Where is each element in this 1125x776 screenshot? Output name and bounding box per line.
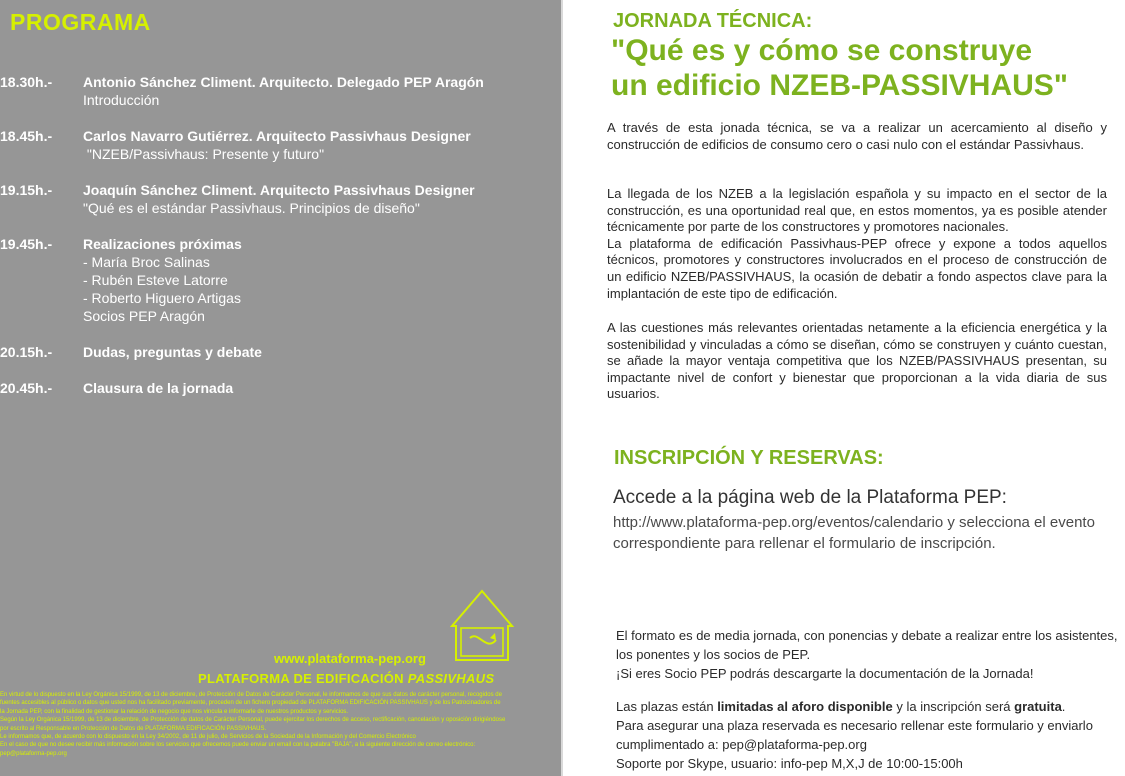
program-item-body — [83, 181, 553, 217]
organization-name — [198, 671, 494, 686]
seating-info — [616, 697, 1121, 773]
program-time: 18.45h.- — [0, 128, 53, 144]
program-time: 20.15h.- — [0, 344, 53, 360]
program-speaker: Carlos Navarro Gutiérrez. Arquitecto Passivhaus Designer — [83, 128, 471, 144]
context-paragraph-part: La llegada de los NZEB a la legislación española y su impacto en el sector de la construcción, es una oportunidad real que, en estos momentos, ya es posible atender técnicamente por parte de los constructores y promotores nacionales. — [607, 186, 1107, 235]
reservation-instructions: Para asegurar una plaza reservada es necesario rellenar este formulario y enviarlo cumplimentado a: pep@plataforma-pep.org — [616, 718, 1093, 752]
program-detail: "Qué es el estándar Passivhaus. Principios de diseño" — [83, 200, 420, 216]
program-time: 20.45h.- — [0, 380, 53, 396]
seats-limited-text: limitadas al aforo disponible — [717, 699, 893, 714]
website-link[interactable]: www.plataforma-pep.org — [274, 651, 426, 666]
program-detail: - María Broc Salinas — [83, 254, 210, 270]
program-speaker: Joaquín Sánchez Climent. Arquitecto Passivhaus Designer — [83, 182, 475, 198]
legal-notice — [0, 691, 506, 758]
event-label: JORNADA TÉCNICA: — [613, 10, 813, 32]
program-time: 19.45h.- — [0, 236, 53, 252]
program-speaker: Antonio Sánchez Climent. Arquitecto. Delegado PEP Aragón — [83, 74, 484, 90]
program-detail: "NZEB/Passivhaus: Presente y futuro" — [83, 146, 325, 162]
program-detail: Introducción — [83, 92, 160, 108]
legal-paragraph: En virtud de lo dispuesto en la Ley Orgánica 15/1999, de 13 de diciembre, de Protección de Datos de Carácter Personal, le informamos de que sus datos de carácter personal, recogidos de fuentes accesibles al público o datos que usted nos ha facilitado previamente, proceden de un fichero propiedad de PLATAFORMA EDIFICACIÓN PASSIVHAUS y de los Patrocinadores de la Jornada PEP, con la finalidad de gestionar la relación de negocio que nos vincula e informarle de nuestros productos y servicios. — [0, 692, 502, 715]
organization-name-prefix: PLATAFORMA DE EDIFICACIÓN — [198, 671, 408, 686]
program-time: 19.15h.- — [0, 182, 53, 198]
seats-text — [616, 697, 1121, 716]
organization-name-suffix: PASSIVHAUS — [407, 671, 495, 686]
program-item-body — [83, 127, 553, 163]
seats-text-part: y la inscripción será — [892, 699, 1015, 714]
legal-paragraph: Según la Ley Orgánica 15/1999, de 13 de diciembre, de Protección de datos de Carácter Personal, puede ejercitar los derechos de acceso, rectificación, cancelación y oposición dirigiéndose por escrito al Responsable en Protección de Datos de PLATAFORMA EDIFICACIÓN PASSIVHAUS. — [0, 717, 506, 732]
program-time: 18.30h.- — [0, 74, 53, 90]
program-item-body — [83, 343, 553, 361]
program-speaker: Dudas, preguntas y debate — [83, 344, 262, 360]
program-item-body — [83, 379, 553, 397]
program-detail: - Rubén Esteve Latorre — [83, 272, 228, 288]
benefits-paragraph: A las cuestiones más relevantes orientadas netamente a la eficiencia energética y la sostenibilidad y vinculadas a cómo se diseñan, cómo se construyen y cuánto cuestan, se añade la mayor ventaja competitiva que los NZEB/PASSIVHAUS presentan, su impactante nivel de confort y bienestar que proporcionan a la vida diaria de sus usuarios. — [607, 320, 1107, 402]
program-title: PROGRAMA — [10, 9, 151, 35]
context-paragraph — [607, 186, 1107, 302]
legal-paragraph: En el caso de que no desee recibir más información sobre los servicios que ofrecemos puede enviar un email con la palabra "BAJA", a la siguiente dirección de correo electrónico: pep@plataforma-pep.org — [0, 742, 476, 757]
free-text: gratuita — [1014, 699, 1062, 714]
intro-paragraph: A través de esta jonada técnica, se va a realizar un acercamiento al diseño y construcción de edificios de consumo cero o casi nulo con el estándar Passivhaus. — [607, 120, 1107, 152]
house-arrow-logo-icon — [450, 588, 514, 662]
program-panel — [0, 0, 561, 776]
seats-text-part: Las plazas están — [616, 699, 718, 714]
registration-access-text: Accede a la página web de la Plataforma PEP: — [613, 487, 1007, 508]
program-speaker: Clausura de la jornada — [83, 380, 234, 396]
event-title-line: "Qué es y cómo se construye — [611, 34, 1033, 67]
member-note: ¡Si eres Socio PEP podrás descargarte la documentación de la Jornada! — [616, 666, 1034, 681]
program-item-body — [83, 73, 553, 109]
program-item-body — [83, 235, 553, 325]
legal-paragraph: Le informamos que, de acuerdo con lo dispuesto en la Ley 34/2002, de 11 de julio, de Servicios de la Sociedad de la Información y del Comercio Electrónico — [0, 734, 416, 741]
seats-text-part: . — [1061, 699, 1066, 714]
format-info — [616, 626, 1121, 683]
format-text: El formato es de media jornada, con ponencias y debate a realizar entre los asistentes, los ponentes y los socios de PEP. — [616, 628, 1118, 662]
event-title-line: un edificio NZEB-PASSIVHAUS" — [611, 69, 1069, 102]
event-title — [611, 33, 1121, 103]
skype-support: Soporte por Skype, usuario: info-pep M,X,J de 10:00-15:00h — [616, 756, 963, 771]
context-paragraph-part: La plataforma de edificación Passivhaus-PEP ofrece y expone a todos aquellos técnicos, promotores y constructores involucrados en el proceso de construcción de un edificio NZEB/PASSIVHAUS, la ocasión de debatir a fondo aspectos clave para la implantación de este tipo de edificación. — [607, 235, 1107, 301]
registration-url-text[interactable]: http://www.plataforma-pep.org/eventos/calendario y selecciona el evento correspondiente para rellenar el formulario de inscripción. — [613, 514, 1095, 552]
program-detail: Socios PEP Aragón — [83, 308, 205, 324]
registration-heading: INSCRIPCIÓN Y RESERVAS: — [614, 447, 884, 469]
program-speaker: Realizaciones próximas — [83, 236, 242, 252]
program-detail: - Roberto Higuero Artigas — [83, 290, 241, 306]
